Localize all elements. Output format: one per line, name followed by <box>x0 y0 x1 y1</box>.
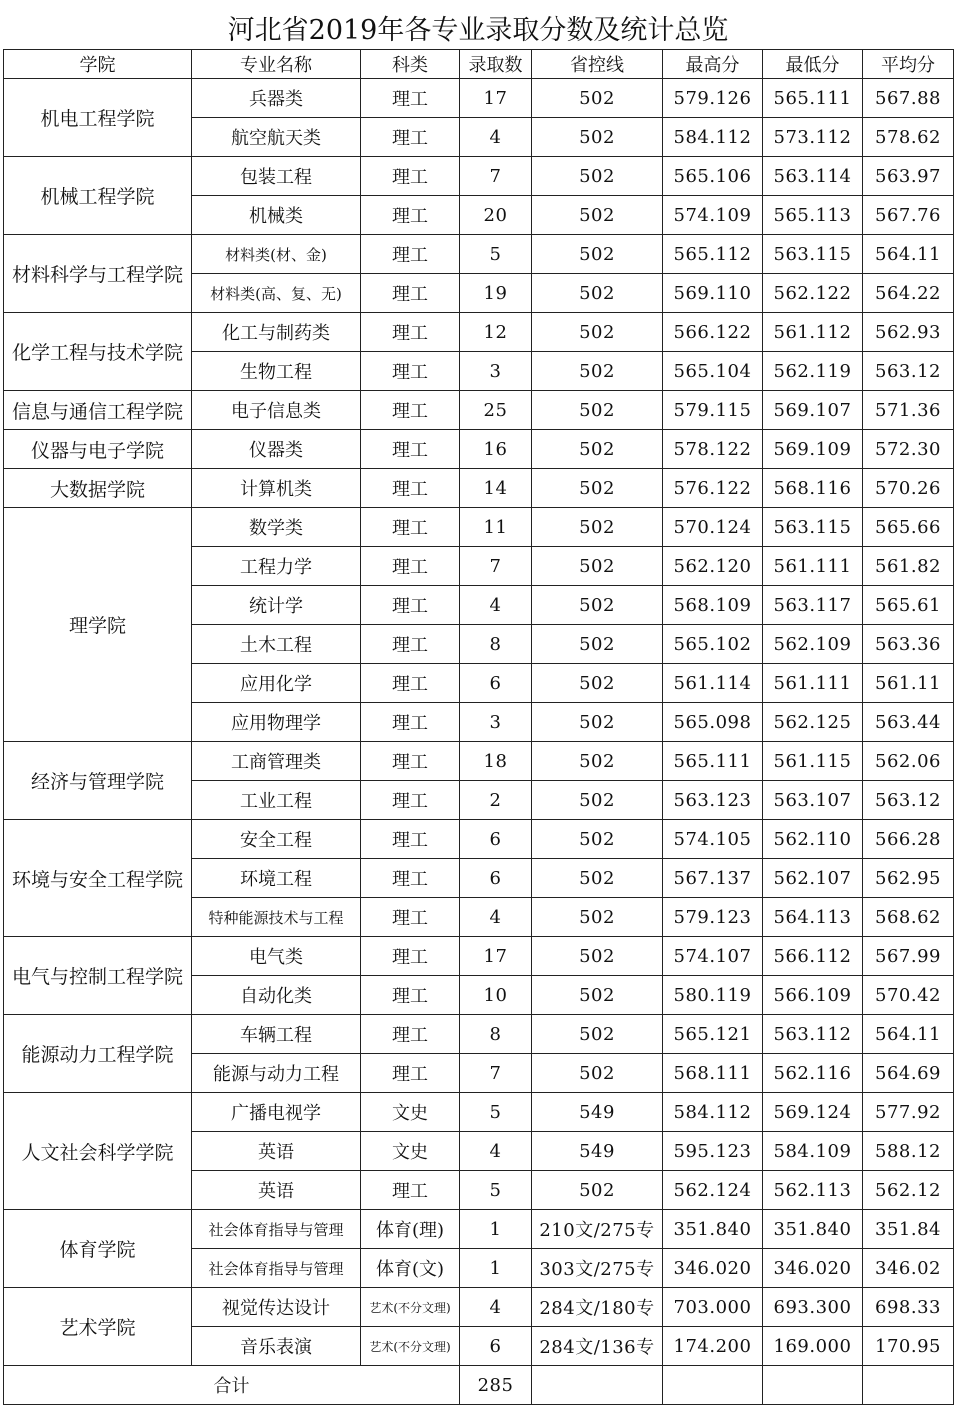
min-score: 563.115 <box>763 235 863 274</box>
control-line: 502 <box>532 391 663 430</box>
header-admitted: 录取数 <box>460 50 532 79</box>
category: 艺术(不分文理) <box>361 1327 460 1366</box>
max-score: 565.098 <box>663 703 763 742</box>
college-name: 信息与通信工程学院 <box>4 391 192 430</box>
table-row <box>4 1210 954 1249</box>
major-name: 兵器类 <box>192 79 361 118</box>
major-name: 视觉传达设计 <box>192 1288 361 1327</box>
min-score: 562.119 <box>763 352 863 391</box>
major-name: 英语 <box>192 1132 361 1171</box>
category: 理工 <box>361 547 460 586</box>
admitted-count: 3 <box>460 703 532 742</box>
max-score: 565.106 <box>663 157 763 196</box>
admitted-count: 25 <box>460 391 532 430</box>
min-score: 562.110 <box>763 820 863 859</box>
min-score: 562.107 <box>763 859 863 898</box>
min-score: 565.113 <box>763 196 863 235</box>
page-title: 河北省2019年各专业录取分数及统计总览 <box>227 15 729 46</box>
major-name: 土木工程 <box>192 625 361 664</box>
control-line: 502 <box>532 976 663 1015</box>
major-name: 应用化学 <box>192 664 361 703</box>
major-name: 英语 <box>192 1171 361 1210</box>
category: 理工 <box>361 79 460 118</box>
avg-score: 562.12 <box>863 1171 954 1210</box>
header-avg-score: 平均分 <box>863 50 954 79</box>
max-score: 574.107 <box>663 937 763 976</box>
category: 理工 <box>361 937 460 976</box>
max-score: 578.122 <box>663 430 763 469</box>
major-name: 统计学 <box>192 586 361 625</box>
avg-score: 564.22 <box>863 274 954 313</box>
major-name: 计算机类 <box>192 469 361 508</box>
min-score: 562.109 <box>763 625 863 664</box>
category: 理工 <box>361 469 460 508</box>
major-name: 能源与动力工程 <box>192 1054 361 1093</box>
admitted-count: 2 <box>460 781 532 820</box>
max-score: 174.200 <box>663 1327 763 1366</box>
max-score: 565.121 <box>663 1015 763 1054</box>
major-name: 音乐表演 <box>192 1327 361 1366</box>
category: 文史 <box>361 1132 460 1171</box>
min-score: 346.020 <box>763 1249 863 1288</box>
control-line: 284文/180专 <box>532 1288 663 1327</box>
major-name: 安全工程 <box>192 820 361 859</box>
admitted-count: 1 <box>460 1249 532 1288</box>
min-score: 561.111 <box>763 664 863 703</box>
major-name: 社会体育指导与管理 <box>192 1210 361 1249</box>
table-row <box>4 430 954 469</box>
category: 理工 <box>361 742 460 781</box>
control-line: 502 <box>532 586 663 625</box>
control-line: 549 <box>532 1093 663 1132</box>
table-row <box>4 313 954 352</box>
avg-score: 562.06 <box>863 742 954 781</box>
table-row <box>4 391 954 430</box>
control-line: 502 <box>532 859 663 898</box>
college-name: 化学工程与技术学院 <box>4 313 192 391</box>
header-college: 学院 <box>4 50 192 79</box>
max-score: 565.102 <box>663 625 763 664</box>
max-score: 579.123 <box>663 898 763 937</box>
major-name: 环境工程 <box>192 859 361 898</box>
min-score: 351.840 <box>763 1210 863 1249</box>
header-max-score: 最高分 <box>663 50 763 79</box>
control-line: 502 <box>532 157 663 196</box>
min-score: 562.122 <box>763 274 863 313</box>
category: 理工 <box>361 781 460 820</box>
min-score: 569.107 <box>763 391 863 430</box>
total-admitted: 285 <box>460 1366 532 1405</box>
max-score: 565.104 <box>663 352 763 391</box>
avg-score: 570.42 <box>863 976 954 1015</box>
major-name: 工业工程 <box>192 781 361 820</box>
total-empty-4 <box>863 1366 954 1405</box>
avg-score: 564.11 <box>863 235 954 274</box>
avg-score: 577.92 <box>863 1093 954 1132</box>
avg-score: 563.36 <box>863 625 954 664</box>
college-name: 材料科学与工程学院 <box>4 235 192 313</box>
control-line: 502 <box>532 898 663 937</box>
control-line: 303文/275专 <box>532 1249 663 1288</box>
category: 理工 <box>361 976 460 1015</box>
admitted-count: 4 <box>460 1132 532 1171</box>
min-score: 563.112 <box>763 1015 863 1054</box>
admitted-count: 8 <box>460 625 532 664</box>
max-score: 562.124 <box>663 1171 763 1210</box>
college-name: 艺术学院 <box>4 1288 192 1366</box>
admitted-count: 12 <box>460 313 532 352</box>
min-score: 561.115 <box>763 742 863 781</box>
avg-score: 568.62 <box>863 898 954 937</box>
max-score: 346.020 <box>663 1249 763 1288</box>
major-name: 数学类 <box>192 508 361 547</box>
avg-score: 572.30 <box>863 430 954 469</box>
admitted-count: 6 <box>460 859 532 898</box>
max-score: 703.000 <box>663 1288 763 1327</box>
min-score: 568.116 <box>763 469 863 508</box>
major-name: 工程力学 <box>192 547 361 586</box>
avg-score: 562.95 <box>863 859 954 898</box>
min-score: 563.117 <box>763 586 863 625</box>
control-line: 502 <box>532 274 663 313</box>
control-line: 502 <box>532 352 663 391</box>
college-name: 能源动力工程学院 <box>4 1015 192 1093</box>
avg-score: 562.93 <box>863 313 954 352</box>
max-score: 579.126 <box>663 79 763 118</box>
avg-score: 563.97 <box>863 157 954 196</box>
major-name: 特种能源技术与工程 <box>192 898 361 937</box>
category: 理工 <box>361 820 460 859</box>
college-name: 机电工程学院 <box>4 79 192 157</box>
category: 理工 <box>361 391 460 430</box>
control-line: 502 <box>532 313 663 352</box>
admitted-count: 6 <box>460 1327 532 1366</box>
avg-score: 567.88 <box>863 79 954 118</box>
college-name: 人文社会科学学院 <box>4 1093 192 1210</box>
category: 理工 <box>361 1171 460 1210</box>
control-line: 549 <box>532 1132 663 1171</box>
admitted-count: 1 <box>460 1210 532 1249</box>
control-line: 502 <box>532 547 663 586</box>
min-score: 563.115 <box>763 508 863 547</box>
control-line: 502 <box>532 79 663 118</box>
admitted-count: 5 <box>460 1093 532 1132</box>
max-score: 561.114 <box>663 664 763 703</box>
college-name: 电气与控制工程学院 <box>4 937 192 1015</box>
max-score: 568.109 <box>663 586 763 625</box>
category: 理工 <box>361 1054 460 1093</box>
header-major: 专业名称 <box>192 50 361 79</box>
total-empty-2 <box>663 1366 763 1405</box>
major-name: 电气类 <box>192 937 361 976</box>
major-name: 工商管理类 <box>192 742 361 781</box>
avg-score: 571.36 <box>863 391 954 430</box>
admitted-count: 4 <box>460 586 532 625</box>
avg-score: 563.44 <box>863 703 954 742</box>
major-name: 应用物理学 <box>192 703 361 742</box>
control-line: 502 <box>532 196 663 235</box>
min-score: 565.111 <box>763 79 863 118</box>
min-score: 564.113 <box>763 898 863 937</box>
avg-score: 566.28 <box>863 820 954 859</box>
table-row <box>4 235 954 274</box>
category: 理工 <box>361 157 460 196</box>
major-name: 化工与制药类 <box>192 313 361 352</box>
admitted-count: 17 <box>460 937 532 976</box>
major-name: 社会体育指导与管理 <box>192 1249 361 1288</box>
header-category: 科类 <box>361 50 460 79</box>
control-line: 502 <box>532 703 663 742</box>
max-score: 576.122 <box>663 469 763 508</box>
avg-score: 565.66 <box>863 508 954 547</box>
avg-score: 588.12 <box>863 1132 954 1171</box>
admission-table <box>3 49 954 1405</box>
category: 理工 <box>361 313 460 352</box>
header-control-line: 省控线 <box>532 50 663 79</box>
min-score: 693.300 <box>763 1288 863 1327</box>
category: 艺术(不分文理) <box>361 1288 460 1327</box>
control-line: 502 <box>532 937 663 976</box>
major-name: 航空航天类 <box>192 118 361 157</box>
total-row <box>4 1366 954 1405</box>
control-line: 502 <box>532 820 663 859</box>
control-line: 502 <box>532 235 663 274</box>
table-row <box>4 79 954 118</box>
admitted-count: 4 <box>460 898 532 937</box>
min-score: 561.112 <box>763 313 863 352</box>
min-score: 562.113 <box>763 1171 863 1210</box>
category: 理工 <box>361 196 460 235</box>
min-score: 561.111 <box>763 547 863 586</box>
avg-score: 564.11 <box>863 1015 954 1054</box>
control-line: 210文/275专 <box>532 1210 663 1249</box>
max-score: 570.124 <box>663 508 763 547</box>
control-line: 502 <box>532 430 663 469</box>
admitted-count: 17 <box>460 79 532 118</box>
avg-score: 578.62 <box>863 118 954 157</box>
admitted-count: 7 <box>460 157 532 196</box>
avg-score: 561.11 <box>863 664 954 703</box>
control-line: 284文/136专 <box>532 1327 663 1366</box>
avg-score: 564.69 <box>863 1054 954 1093</box>
college-name: 机械工程学院 <box>4 157 192 235</box>
min-score: 566.112 <box>763 937 863 976</box>
table-row <box>4 820 954 859</box>
max-score: 580.119 <box>663 976 763 1015</box>
admitted-count: 6 <box>460 820 532 859</box>
max-score: 584.112 <box>663 1093 763 1132</box>
college-name: 环境与安全工程学院 <box>4 820 192 937</box>
min-score: 562.116 <box>763 1054 863 1093</box>
admitted-count: 7 <box>460 547 532 586</box>
category: 理工 <box>361 118 460 157</box>
category: 理工 <box>361 664 460 703</box>
category: 理工 <box>361 235 460 274</box>
admitted-count: 6 <box>460 664 532 703</box>
admitted-count: 4 <box>460 118 532 157</box>
avg-score: 561.82 <box>863 547 954 586</box>
admitted-count: 5 <box>460 235 532 274</box>
table-row <box>4 508 954 547</box>
category: 理工 <box>361 1015 460 1054</box>
major-name: 广播电视学 <box>192 1093 361 1132</box>
avg-score: 563.12 <box>863 352 954 391</box>
max-score: 565.111 <box>663 742 763 781</box>
control-line: 502 <box>532 1054 663 1093</box>
category: 理工 <box>361 703 460 742</box>
admitted-count: 11 <box>460 508 532 547</box>
category: 理工 <box>361 508 460 547</box>
header-row <box>4 50 954 79</box>
table-row <box>4 1093 954 1132</box>
max-score: 595.123 <box>663 1132 763 1171</box>
admitted-count: 4 <box>460 1288 532 1327</box>
admitted-count: 3 <box>460 352 532 391</box>
college-name: 体育学院 <box>4 1210 192 1288</box>
control-line: 502 <box>532 1171 663 1210</box>
category: 理工 <box>361 898 460 937</box>
control-line: 502 <box>532 742 663 781</box>
college-name: 理学院 <box>4 508 192 742</box>
min-score: 562.125 <box>763 703 863 742</box>
control-line: 502 <box>532 664 663 703</box>
min-score: 169.000 <box>763 1327 863 1366</box>
admitted-count: 8 <box>460 1015 532 1054</box>
header-min-score: 最低分 <box>763 50 863 79</box>
max-score: 568.111 <box>663 1054 763 1093</box>
control-line: 502 <box>532 1015 663 1054</box>
major-name: 机械类 <box>192 196 361 235</box>
admitted-count: 7 <box>460 1054 532 1093</box>
table-row <box>4 742 954 781</box>
category: 理工 <box>361 352 460 391</box>
min-score: 569.109 <box>763 430 863 469</box>
control-line: 502 <box>532 508 663 547</box>
max-score: 566.122 <box>663 313 763 352</box>
min-score: 563.107 <box>763 781 863 820</box>
avg-score: 351.84 <box>863 1210 954 1249</box>
avg-score: 346.02 <box>863 1249 954 1288</box>
max-score: 569.110 <box>663 274 763 313</box>
table-body <box>4 50 954 1405</box>
avg-score: 567.76 <box>863 196 954 235</box>
avg-score: 563.12 <box>863 781 954 820</box>
admitted-count: 10 <box>460 976 532 1015</box>
total-label: 合计 <box>4 1366 460 1405</box>
category: 理工 <box>361 274 460 313</box>
admitted-count: 19 <box>460 274 532 313</box>
category: 理工 <box>361 430 460 469</box>
college-name: 仪器与电子学院 <box>4 430 192 469</box>
avg-score: 565.61 <box>863 586 954 625</box>
admitted-count: 18 <box>460 742 532 781</box>
total-empty-1 <box>532 1366 663 1405</box>
control-line: 502 <box>532 625 663 664</box>
max-score: 574.109 <box>663 196 763 235</box>
max-score: 351.840 <box>663 1210 763 1249</box>
major-name: 材料类(材、金) <box>192 235 361 274</box>
max-score: 565.112 <box>663 235 763 274</box>
avg-score: 570.26 <box>863 469 954 508</box>
table-row <box>4 157 954 196</box>
total-empty-3 <box>763 1366 863 1405</box>
college-name: 经济与管理学院 <box>4 742 192 820</box>
max-score: 584.112 <box>663 118 763 157</box>
admitted-count: 20 <box>460 196 532 235</box>
major-name: 包装工程 <box>192 157 361 196</box>
admitted-count: 16 <box>460 430 532 469</box>
min-score: 573.112 <box>763 118 863 157</box>
category: 文史 <box>361 1093 460 1132</box>
major-name: 生物工程 <box>192 352 361 391</box>
major-name: 车辆工程 <box>192 1015 361 1054</box>
major-name: 材料类(高、复、无) <box>192 274 361 313</box>
max-score: 563.123 <box>663 781 763 820</box>
avg-score: 567.99 <box>863 937 954 976</box>
college-name: 大数据学院 <box>4 469 192 508</box>
major-name: 仪器类 <box>192 430 361 469</box>
major-name: 电子信息类 <box>192 391 361 430</box>
max-score: 579.115 <box>663 391 763 430</box>
table-row <box>4 937 954 976</box>
min-score: 569.124 <box>763 1093 863 1132</box>
category: 体育(文) <box>361 1249 460 1288</box>
admitted-count: 14 <box>460 469 532 508</box>
control-line: 502 <box>532 469 663 508</box>
table-row <box>4 1288 954 1327</box>
control-line: 502 <box>532 118 663 157</box>
avg-score: 698.33 <box>863 1288 954 1327</box>
max-score: 562.120 <box>663 547 763 586</box>
avg-score: 170.95 <box>863 1327 954 1366</box>
min-score: 563.114 <box>763 157 863 196</box>
admitted-count: 5 <box>460 1171 532 1210</box>
control-line: 502 <box>532 781 663 820</box>
category: 理工 <box>361 625 460 664</box>
table-row <box>4 469 954 508</box>
min-score: 584.109 <box>763 1132 863 1171</box>
category: 体育(理) <box>361 1210 460 1249</box>
min-score: 566.109 <box>763 976 863 1015</box>
category: 理工 <box>361 859 460 898</box>
category: 理工 <box>361 586 460 625</box>
table-row <box>4 1015 954 1054</box>
major-name: 自动化类 <box>192 976 361 1015</box>
max-score: 567.137 <box>663 859 763 898</box>
max-score: 574.105 <box>663 820 763 859</box>
